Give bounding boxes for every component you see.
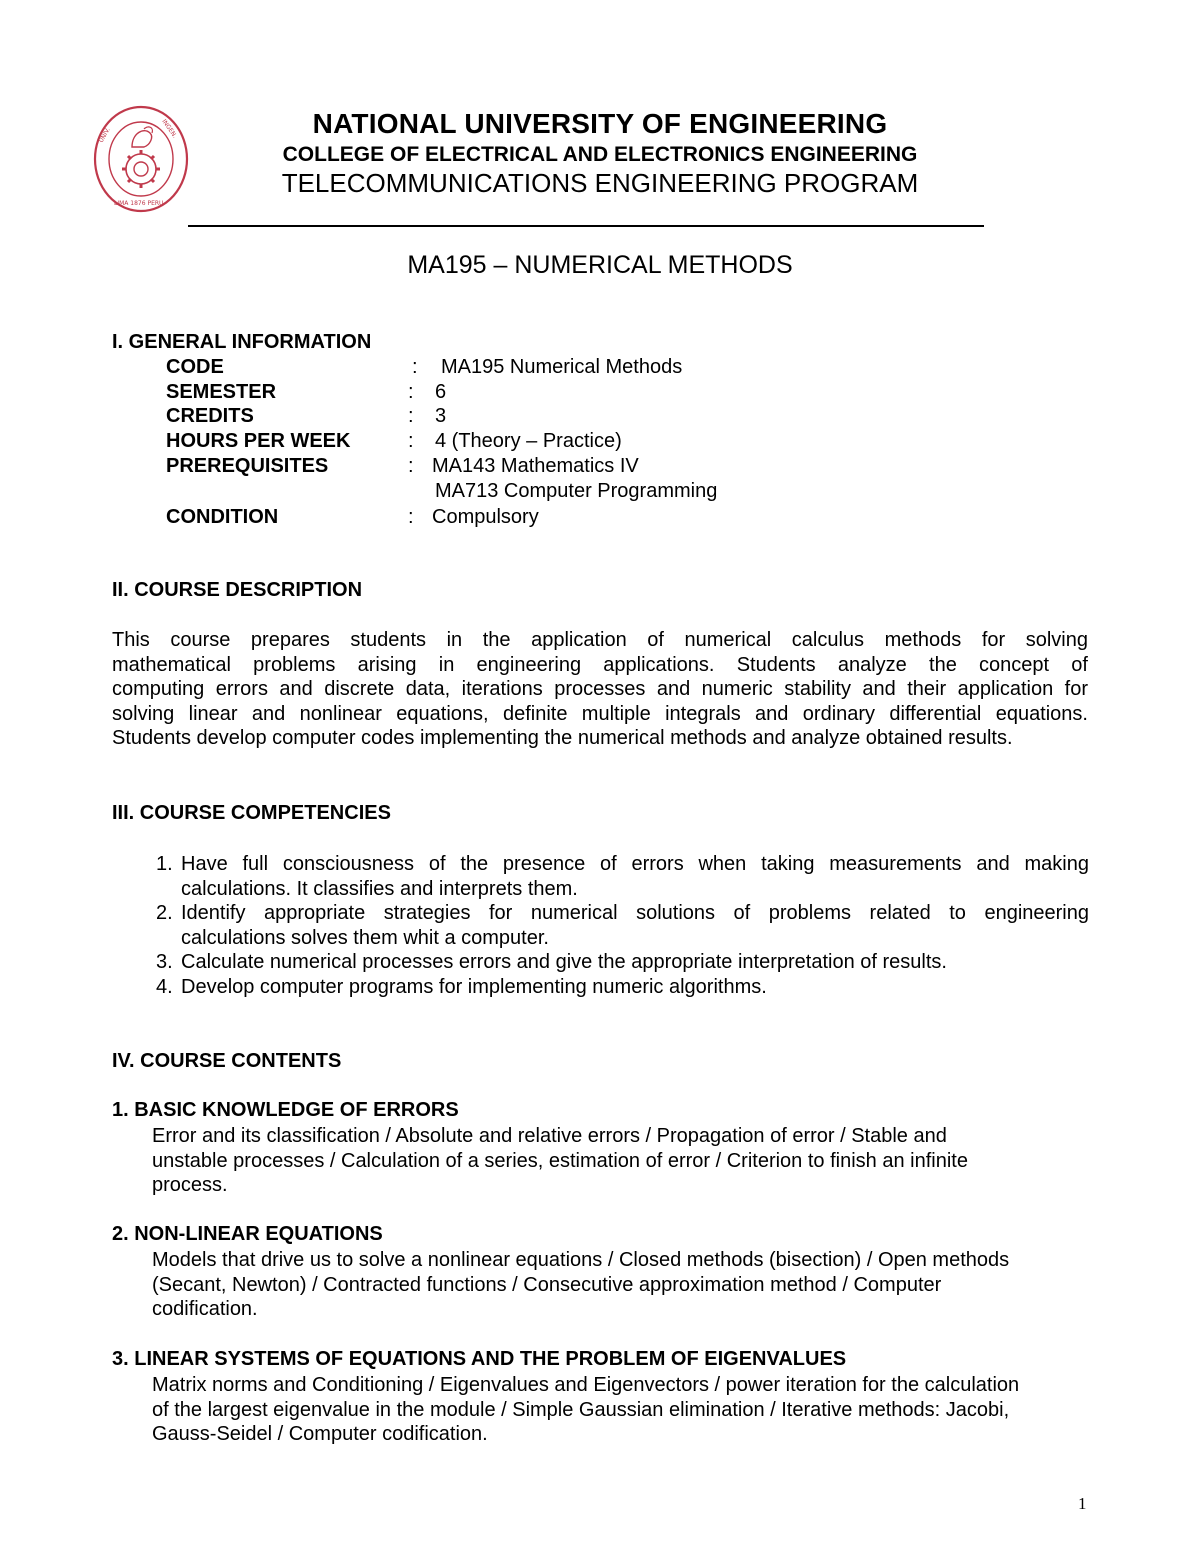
list-item [156,901,1089,950]
list-item [156,950,1089,975]
info-value: MA713 Computer Programming [435,480,718,502]
topic-title: 1. BASIC KNOWLEDGE OF ERRORS [112,1099,459,1121]
info-value: MA195 Numerical Methods [441,356,683,378]
list-item-number: 4. [156,975,173,998]
topic-line: Models that drive us to solve a nonlinear equations / Closed methods (bisection) / Open methods [152,1249,1010,1271]
section-heading-general-info: I. GENERAL INFORMATION [112,331,372,353]
description-line: solving linear and nonlinear equations, definite multiple integrals and ordinary differential equations. [112,702,1088,725]
list-item-text: calculations solves them whit a computer. [181,926,549,949]
info-label: PREREQUISITES [166,455,329,477]
list-item-text: Have full consciousness of the presence of errors when taking measurements and making [181,853,1089,875]
info-value: 6 [435,381,447,403]
info-label: CODE [166,356,224,378]
seal-bottom-text: LIMA 1876 PERU [114,200,164,207]
list-item-number: 2. [156,902,173,925]
info-label: CREDITS [166,405,254,427]
topic-body [152,1124,968,1198]
info-label: SEMESTER [166,381,277,403]
info-value: MA143 Mathematics IV [432,455,639,477]
info-colon: : [408,430,414,452]
course-description [112,628,1088,751]
topic-body [152,1373,1019,1447]
university-name: NATIONAL UNIVERSITY OF ENGINEERING [312,108,888,139]
section-heading-competencies: III. COURSE COMPETENCIES [112,802,391,824]
info-colon: : [408,381,414,403]
info-label: HOURS PER WEEK [166,430,351,452]
college-name: COLLEGE OF ELECTRICAL AND ELECTRONICS ENGINEERING [282,143,918,166]
description-line: Students develop computer codes implementing the numerical methods and analyze obtained results. [112,727,1013,750]
topic-line: Matrix norms and Conditioning / Eigenvalues and Eigenvectors / power iteration for the calculation [152,1374,1020,1396]
topic-title: 2. NON-LINEAR EQUATIONS [112,1223,383,1245]
info-colon: : [408,455,414,477]
list-item-text: Calculate numerical processes errors and give the appropriate interpretation of results. [181,951,947,974]
description-line: mathematical problems arising in engineering applications. Students analyze the concept of [112,653,1088,676]
info-colon: : [412,356,418,378]
topic-title: 3. LINEAR SYSTEMS OF EQUATIONS AND THE PROBLEM OF EIGENVALUES [112,1348,847,1370]
svg-text:INGEN.: INGEN. [160,118,179,140]
topic-line: unstable processes / Calculation of a series, estimation of error / Criterion to finish an infinite [152,1149,968,1172]
topic-line: process. [152,1174,228,1197]
info-value: 3 [435,405,447,427]
list-item [156,852,1089,901]
list-item-text: calculations. It classifies and interprets them. [181,877,578,900]
course-title: MA195 – NUMERICAL METHODS [407,251,793,279]
topic-body [152,1248,1009,1322]
list-item-text: Identify appropriate strategies for numerical solutions of problems related to engineering [181,902,1089,925]
svg-text:UNIV.: UNIV. [97,126,112,144]
topic-line: Error and its classification / Absolute and relative errors / Propagation of error / Stable and [152,1125,947,1147]
info-label: CONDITION [166,506,279,528]
list-item-text: Develop computer programs for implementing numeric algorithms. [181,975,767,998]
info-value: Compulsory [432,506,539,528]
list-item-number: 1. [156,853,173,875]
section-heading-description: II. COURSE DESCRIPTION [112,579,363,601]
header-divider [188,225,984,227]
info-colon: : [408,506,414,528]
info-value: 4 (Theory – Practice) [435,430,622,452]
competencies-list [156,852,1089,1000]
topic-line: codification. [152,1298,258,1321]
topic-line: (Secant, Newton) / Contracted functions / Consecutive approximation method / Computer [152,1273,942,1296]
description-line: This course prepares students in the application of numerical calculus methods for solving [112,629,1088,651]
program-name: TELECOMMUNICATIONS ENGINEERING PROGRAM [281,168,919,198]
info-colon: : [408,405,414,427]
page-number: 1 [1078,1494,1087,1513]
section-heading-contents: IV. COURSE CONTENTS [112,1050,342,1072]
list-item [156,975,1089,1000]
topic-line: Gauss-Seidel / Computer codification. [152,1423,488,1446]
topic-line: of the largest eigenvalue in the module / Simple Gaussian elimination / Iterative methods: Jacobi, [152,1398,1010,1421]
description-line: computing errors and discrete data, iterations processes and numeric stability and their application for [112,678,1088,701]
list-item-number: 3. [156,951,173,974]
